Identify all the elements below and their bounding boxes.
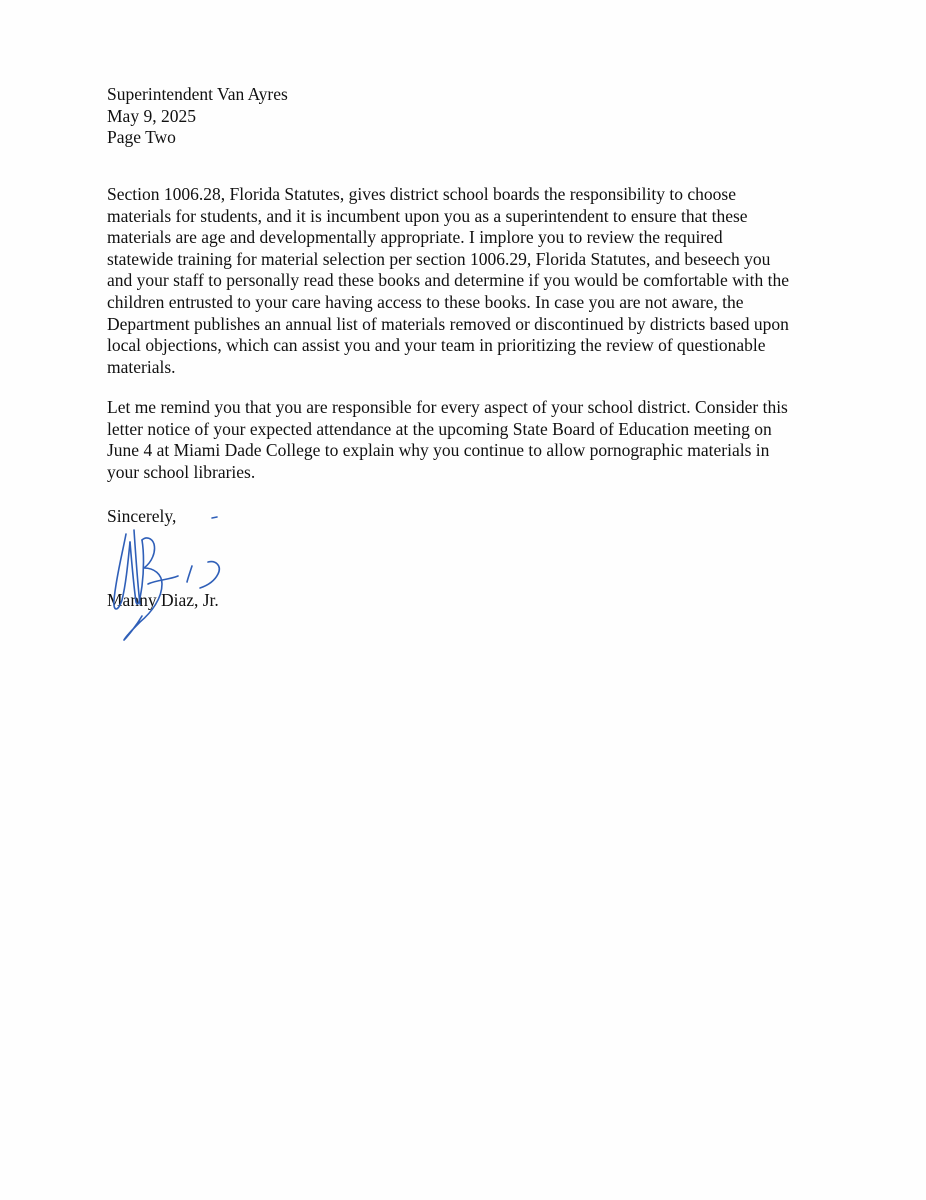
paragraph-line: local objections, which can assist you and your team in prioritizing the review of questionable (107, 335, 766, 356)
signature-stroke (124, 538, 162, 640)
signer-name: Manny Diaz, Jr. (107, 590, 219, 610)
recipient-line: Superintendent Van Ayres (107, 84, 288, 104)
signature-stroke (212, 517, 217, 518)
letter-header (107, 84, 288, 149)
page-label: Page Two (107, 127, 176, 147)
paragraph-line: letter notice of your expected attendance at the upcoming State Board of Education meeting on (107, 418, 772, 439)
paragraph-line: June 4 at Miami Dade College to explain why you continue to allow pornographic materials in (107, 440, 770, 461)
body-paragraph-1 (107, 184, 847, 378)
paragraph-line: Section 1006.28, Florida Statutes, gives district school boards the responsibility to choose (107, 184, 736, 204)
paragraph-line: Department publishes an annual list of materials removed or discontinued by districts based upon (107, 313, 789, 334)
body-paragraph-2 (107, 397, 847, 483)
signature-stroke (200, 562, 219, 588)
paragraph-line: Let me remind you that you are responsible for every aspect of your school district. Consider this (107, 397, 788, 417)
paragraph-line: materials are age and developmentally appropriate. I implore you to review the required (107, 227, 723, 248)
paragraph-line: materials for students, and it is incumbent upon you as a superintendent to ensure that these (107, 205, 748, 226)
paragraph-line: materials. (107, 356, 176, 377)
paragraph-line: your school libraries. (107, 461, 256, 482)
closing-salutation: Sincerely, (107, 506, 177, 526)
signature-stroke (187, 566, 192, 582)
paragraph-line: children entrusted to your care having access to these books. In case you are not aware, the (107, 291, 744, 312)
paragraph-line: and your staff to personally read these books and determine if you would be comfortable with the (107, 270, 789, 291)
paragraph-line: statewide training for material selection per section 1006.29, Florida Statutes, and beseech you (107, 248, 771, 269)
signature-stroke (148, 576, 178, 584)
date-line: May 9, 2025 (107, 105, 196, 126)
